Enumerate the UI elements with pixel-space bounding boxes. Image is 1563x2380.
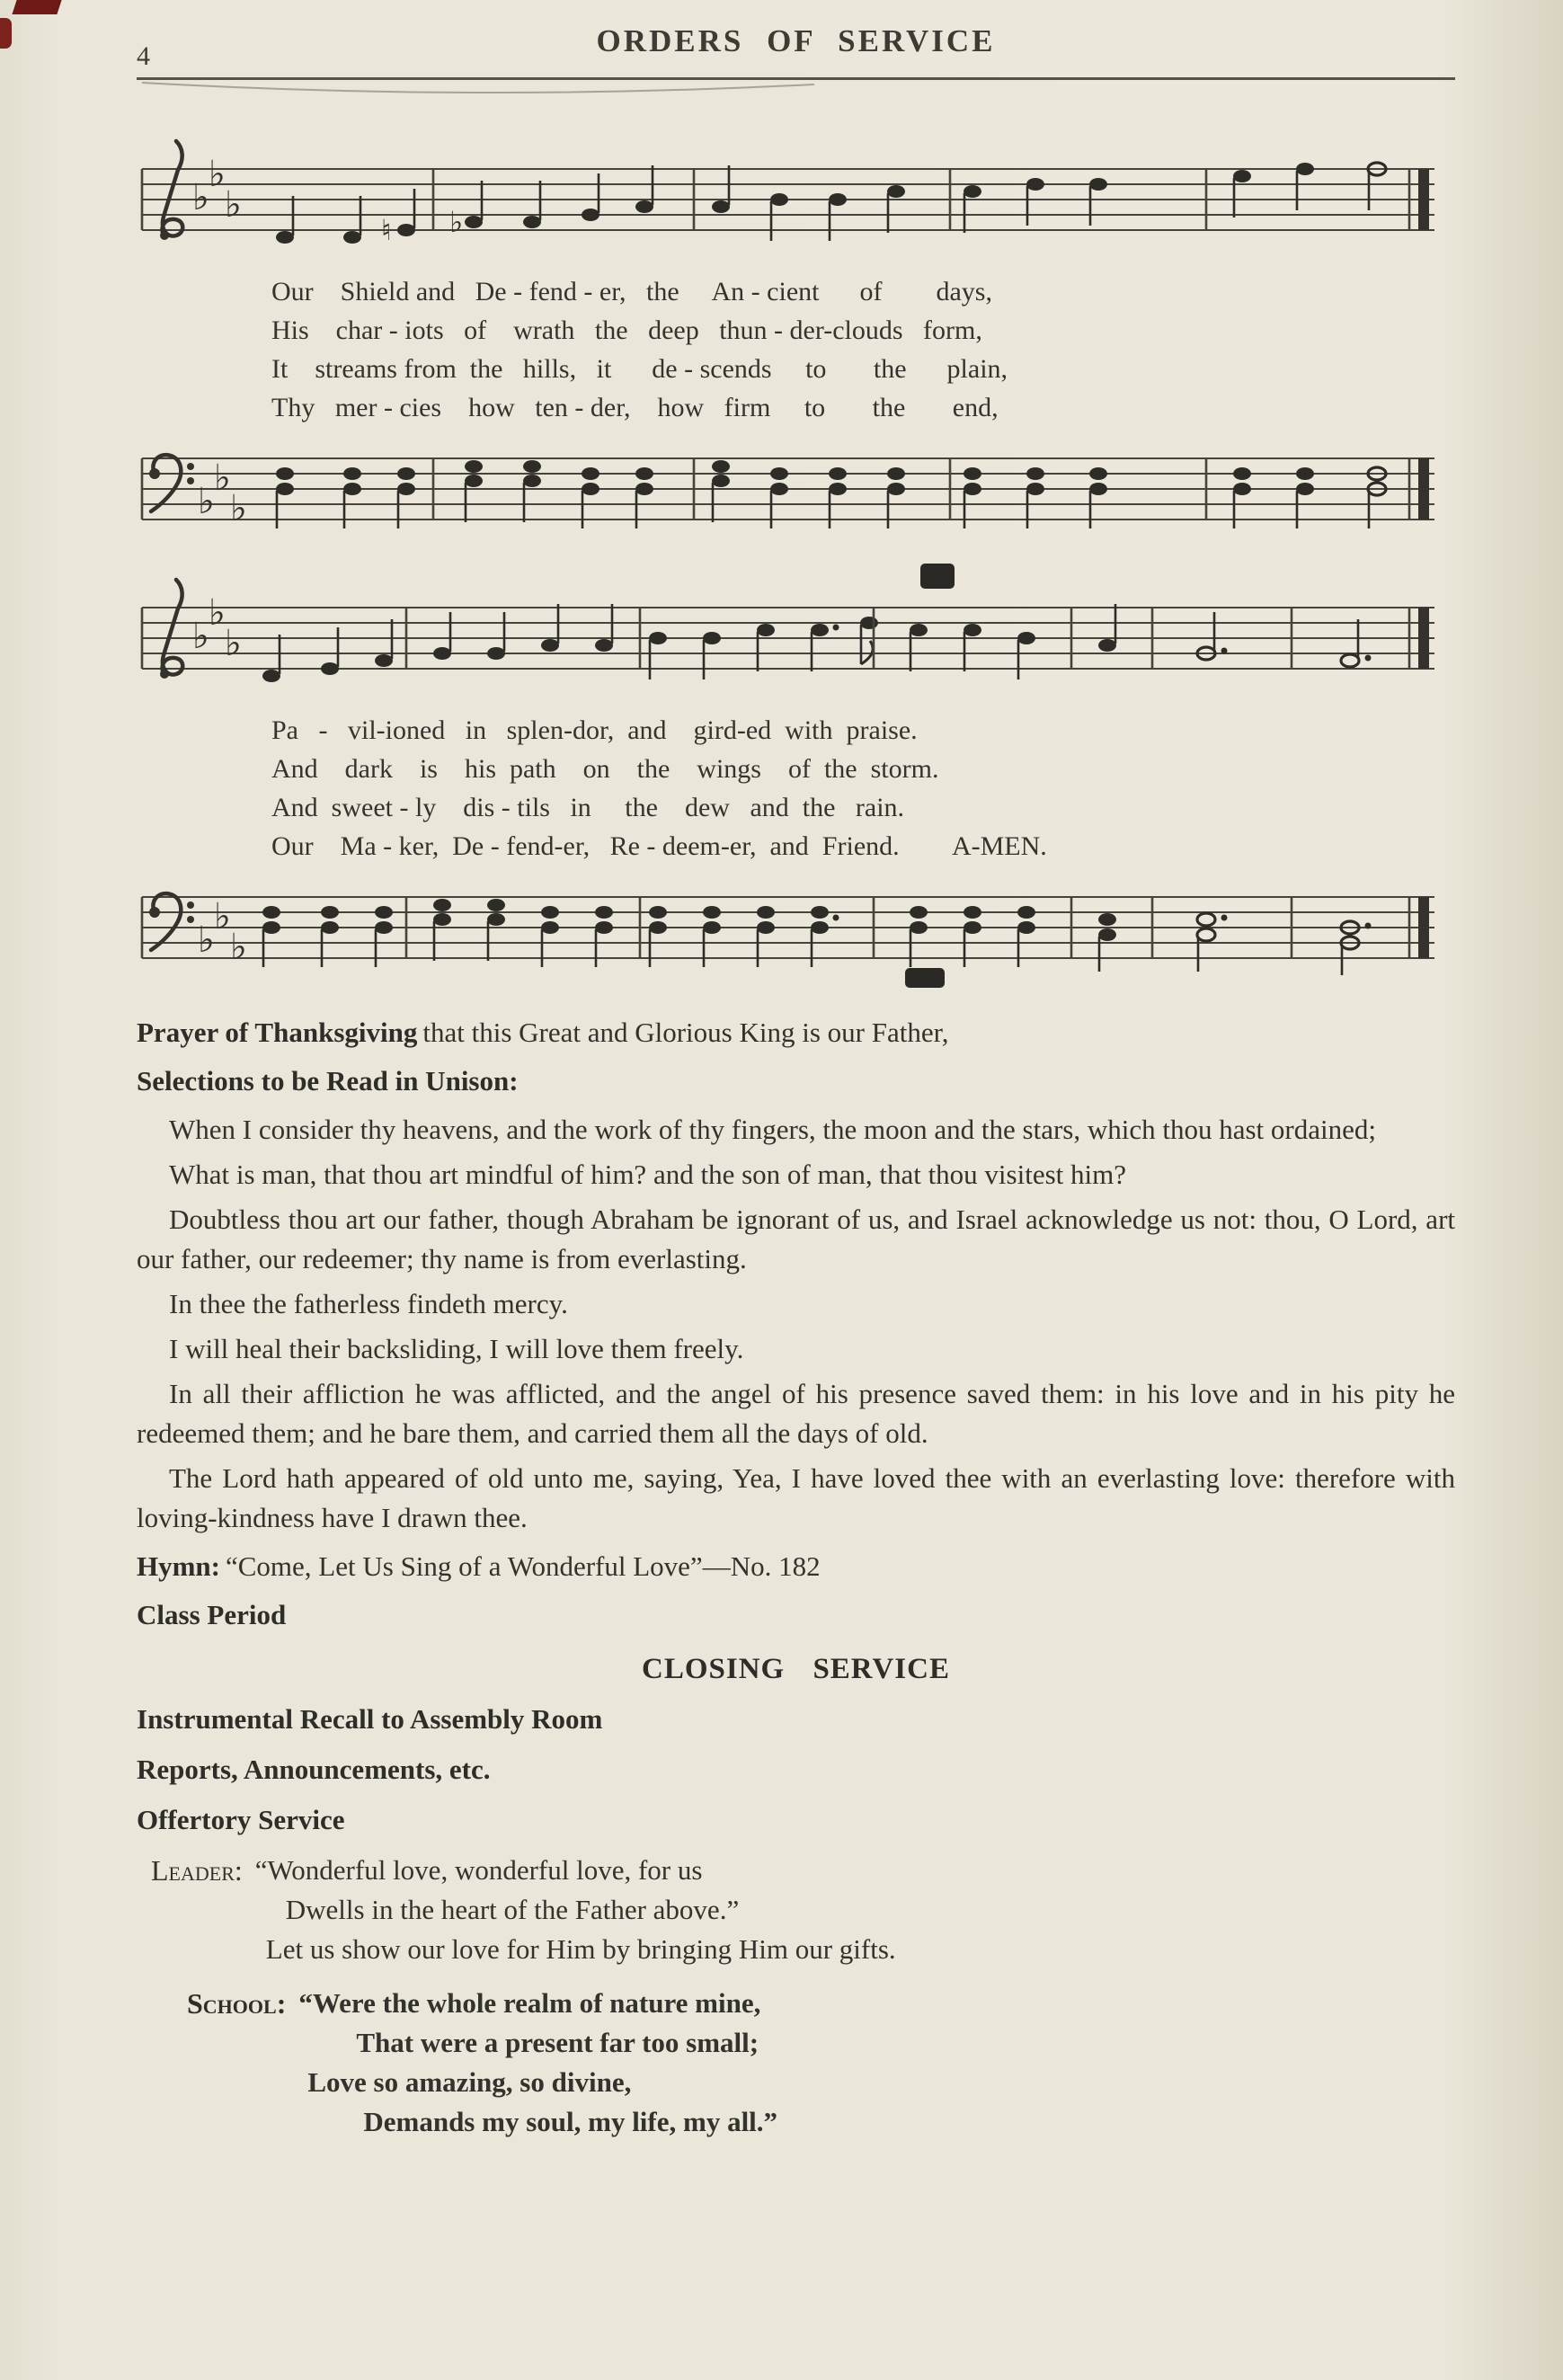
ink-blot [905, 968, 945, 988]
music-system-2 [137, 567, 1455, 982]
leader-lines [255, 1851, 896, 1969]
svg-text:♮: ♮ [381, 213, 392, 247]
page-number: 4 [137, 41, 150, 71]
school-line-4: Demands my soul, my life, my all.” [363, 2106, 778, 2137]
prayer-of-thanksgiving-text: that this Great and Glorious King is our Father, [422, 1017, 949, 1048]
svg-text:♭: ♭ [449, 205, 464, 239]
leader-line-1: “Wonderful love, wonderful love, for us [254, 1854, 703, 1886]
lyric-line-2: And dark is his path on the wings of the storm. [271, 754, 939, 784]
reading-paragraph-1: When I consider thy heavens, and the work of thy fingers, the moon and the stars, which thou hast ordained; [169, 1114, 1376, 1145]
header-flourish [137, 80, 820, 100]
lyric-line-4: Our Ma - ker, De - fend-er, Re - deem-er, and Friend. A-MEN. [271, 831, 1047, 861]
treble-staff-1 [137, 129, 1440, 263]
prayer-of-thanksgiving-label: Prayer of Thanksgiving [137, 1017, 418, 1048]
leader-line-2: Dwells in the heart of the Father above.” [285, 1894, 740, 1925]
school-label: School: [187, 1987, 287, 2020]
lyric-line-4: Thy mer - cies how ten - der, how firm to the end, [271, 393, 999, 422]
class-period-heading: Class Period [137, 1599, 287, 1630]
reading-paragraph-4: In thee the fatherless findeth mercy. [169, 1288, 568, 1319]
bass-notes-2 [262, 899, 1372, 975]
svg-text:♭: ♭ [230, 927, 247, 968]
reading-paragraph-3: Doubtless thou art our father, though Abraham be ignorant of us, and Israel acknowledge us not: thou, O Lord, art our father, our redeemer; thy name is from everlasting. [137, 1203, 1455, 1274]
page-title: ORDERS OF SERVICE [596, 23, 996, 58]
svg-text:♭: ♭ [198, 919, 215, 961]
bass-clef-icon [149, 455, 194, 511]
school-lines [298, 1984, 777, 2142]
page-header [137, 23, 1455, 75]
svg-text:♭: ♭ [225, 184, 242, 226]
reading-paragraph-2: What is man, that thou art mindful of him? and the son of man, that thou visitest him? [169, 1159, 1127, 1190]
hymn-label: Hymn: [137, 1550, 220, 1582]
ink-blot [920, 564, 955, 589]
svg-text:♭: ♭ [214, 457, 231, 499]
school-line-2: That were a present far too small; [356, 2027, 759, 2058]
bass-clef-icon [149, 893, 194, 950]
reports-item: Reports, Announcements, etc. [137, 1754, 491, 1785]
lyric-line-3: And sweet - ly dis - tils in the dew and the rain. [271, 793, 905, 822]
school-line-3: Love so amazing, so divine, [307, 2066, 632, 2098]
reading-paragraph-6: In all their affliction he was afflicted, and the angel of his presence saved them: in his love and in his pity he redeemed them; and he bare them, and carried them all the days of old. [137, 1378, 1455, 1449]
verse-lyrics-1 [271, 272, 1455, 427]
offertory-item: Offertory Service [137, 1804, 345, 1835]
treble-notes-1 [276, 163, 1386, 247]
closing-service-heading: CLOSING SERVICE [641, 1653, 950, 1685]
reading-paragraph-5: I will heal their backsliding, I will love them freely. [169, 1333, 744, 1364]
hymn-title: “Come, Let Us Sing of a Wonderful Love”—No. 182 [226, 1550, 821, 1582]
verse-lyrics-2 [271, 711, 1455, 866]
prayer-of-thanksgiving-line [137, 1013, 1455, 1052]
red-scan-mark-edge [0, 18, 12, 49]
treble-staff-2 [137, 567, 1440, 702]
svg-text:♭: ♭ [209, 154, 226, 195]
bass-staff-1 [137, 436, 1440, 544]
order-of-service-text [137, 1013, 1455, 2142]
svg-text:♭: ♭ [230, 488, 247, 529]
music-system-1 [137, 129, 1455, 544]
school-response [187, 1984, 1455, 2142]
leader-response [151, 1851, 1455, 1969]
lyric-line-1: Our Shield and De - fend - er, the An - cient of days, [271, 277, 992, 306]
school-line-1: “Were the whole realm of nature mine, [298, 1987, 761, 2019]
svg-text:♭: ♭ [225, 623, 242, 664]
lyric-line-2: His char - iots of wrath the deep thun - der-clouds form, [271, 315, 982, 345]
reading-paragraph-7: The Lord hath appeared of old unto me, saying, Yea, I have loved thee with an everlasting love: therefore with loving-kindness have I drawn thee. [137, 1462, 1455, 1533]
svg-text:♭: ♭ [214, 896, 231, 937]
svg-text:♭: ♭ [192, 616, 209, 657]
bass-notes-1 [276, 460, 1386, 528]
lyric-line-1: Pa - vil-ioned in splen-dor, and gird-ed with praise. [271, 715, 918, 745]
lyric-line-3: It streams from the hills, it de - scends to the plain, [271, 354, 1008, 384]
selections-heading: Selections to be Read in Unison: [137, 1065, 519, 1097]
treble-clef-icon [160, 580, 182, 679]
treble-notes-2 [262, 604, 1372, 682]
treble-clef-icon [160, 141, 182, 240]
bass-staff-2 [137, 875, 1440, 982]
svg-text:♭: ♭ [192, 177, 209, 218]
leader-label: Leader: [151, 1854, 243, 1887]
instrumental-recall-item: Instrumental Recall to Assembly Room [137, 1703, 603, 1735]
red-scan-mark-corner [12, 0, 61, 14]
svg-text:♭: ♭ [198, 481, 215, 522]
hymn-line [137, 1547, 1455, 1586]
svg-text:♭: ♭ [209, 592, 226, 634]
leader-line-3: Let us show our love for Him by bringing Him our gifts. [265, 1933, 896, 1965]
